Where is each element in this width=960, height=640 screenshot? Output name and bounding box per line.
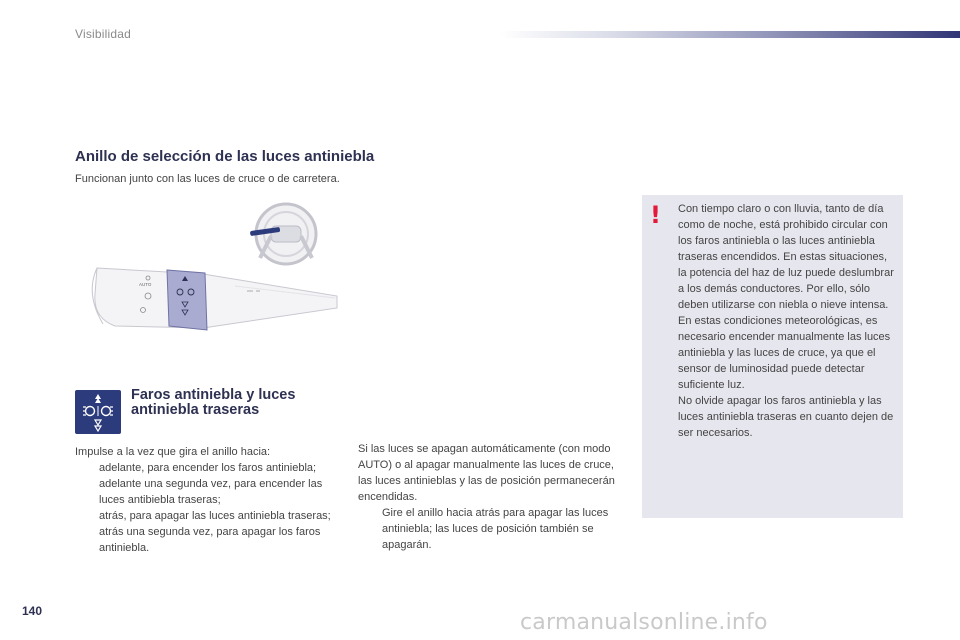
- warning-box: [642, 195, 903, 518]
- warning-icon: !: [650, 201, 661, 229]
- auto-mode-column: [358, 441, 623, 553]
- instructions-column: [75, 444, 337, 556]
- list-item: atrás, para apagar las luces antiniebla traseras;: [99, 510, 331, 522]
- warning-paragraph: Con tiempo claro o con lluvia, tanto de día como de noche, está prohibido circular con los faros antiniebla o las luces antiniebla traseras encendidos. En estas situaciones, la potencia del haz de luz puede deslumbrar a los demás conductores. Por ello, sólo deben utilizarse con niebla o nieve intensa.: [678, 203, 894, 311]
- fog-switch-illustration: [75, 198, 340, 348]
- list-item: adelante, para encender los faros antiniebla;: [99, 462, 317, 474]
- auto-label: AUTO: [139, 282, 152, 287]
- page-heading: Anillo de selección de las luces antiniebla: [75, 148, 375, 165]
- auto-mode-text: Si las luces se apagan automáticamente (con modo AUTO) o al apagar manualmente las luces de cruce, las luces antinieblas y las de posición permanecerán encendidas.: [358, 443, 615, 503]
- fog-lights-subheading: Faros antiniebla y luces antiniebla traseras: [131, 387, 296, 418]
- list-item: adelante una segunda vez, para encender las luces antibiebla traseras;: [99, 478, 323, 506]
- warning-paragraph: En estas condiciones meteorológicas, es necesario encender manualmente las luces antiniebla y las luces de cruce, ya que el sensor de luminosidad puede detectar suficiente luz.: [678, 315, 891, 391]
- stalk-icon: [92, 268, 337, 330]
- watermark: carmanualsonline.info: [520, 610, 768, 635]
- list-item: atrás una segunda vez, para apagar los faros antiniebla.: [99, 526, 321, 554]
- list-item: Gire el anillo hacia atrás para apagar las luces antiniebla; las luces de posición también se apagarán.: [382, 507, 609, 551]
- steering-wheel-icon: [250, 204, 316, 264]
- warning-paragraph: No olvide apagar los faros antiniebla y las luces antiniebla traseras en cuanto dejen de ser necesarios.: [678, 395, 894, 439]
- fog-light-icon: [75, 390, 121, 434]
- warning-text: [678, 201, 898, 441]
- intro-text: Funcionan junto con las luces de cruce o de carretera.: [75, 173, 340, 185]
- instructions-intro: Impulse a la vez que gira el anillo hacia:: [75, 446, 271, 458]
- page-number: 140: [22, 604, 43, 618]
- section-label: Visibilidad: [75, 27, 132, 41]
- header-bar: [500, 31, 960, 38]
